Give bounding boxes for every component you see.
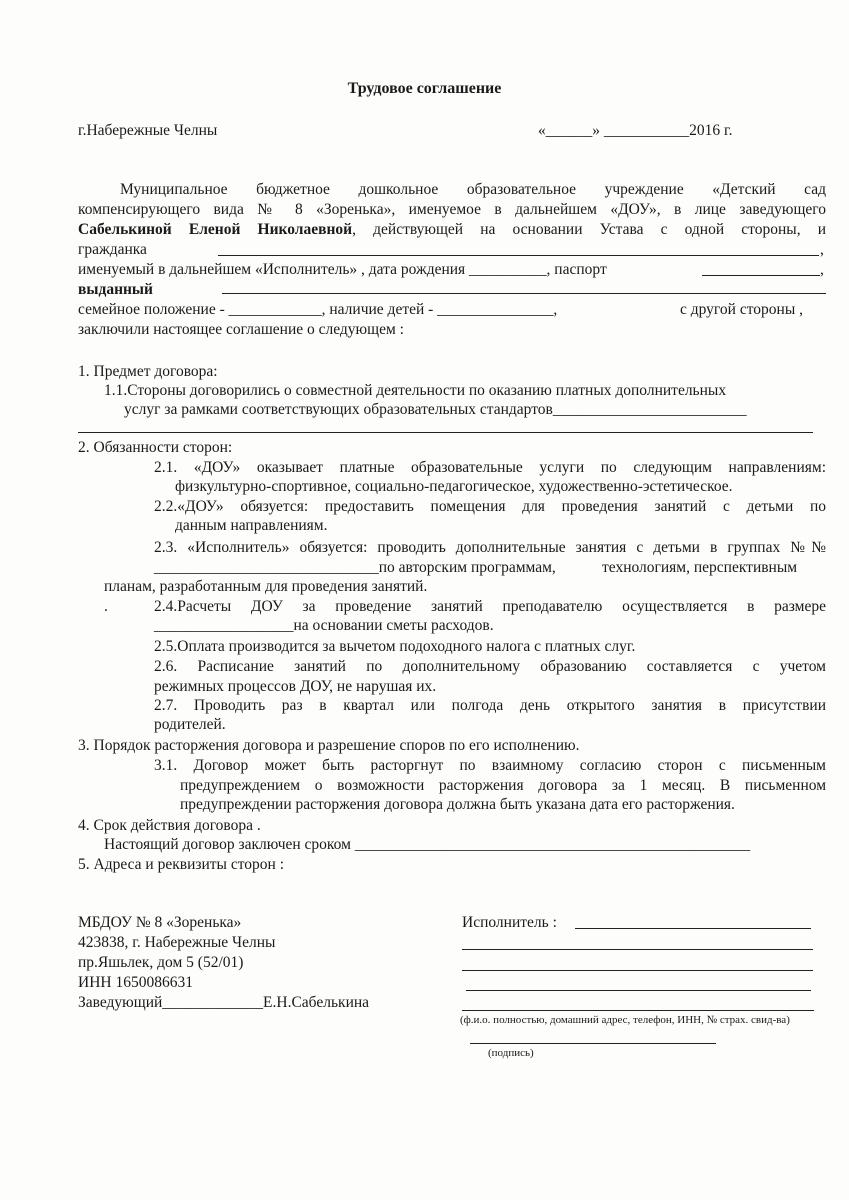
section-1-1-line-2: услуг за рамками соответствующих образовательных стандартов_________________________ bbox=[124, 401, 747, 418]
issued-label: выданный bbox=[78, 281, 153, 298]
intro-line-3-rest: , действующей на основании Устава с одной стороны, и bbox=[352, 221, 827, 238]
section-4-heading: 4. Срок действия договора . bbox=[78, 817, 261, 834]
family-children-line: семейное положение - ____________, наличие детей - _______________, bbox=[78, 301, 558, 318]
issued-by-field[interactable] bbox=[222, 293, 826, 294]
section-2-5: 2.5.Оплата производится за вычетом подоходного налога с платных слуг. bbox=[154, 638, 636, 655]
other-party-label: с другой стороны , bbox=[680, 301, 803, 318]
intro-line-1: Муниципальное бюджетное дошкольное образовательное учреждение «Детский сад bbox=[120, 181, 826, 198]
executor-field-line-5[interactable] bbox=[462, 1010, 814, 1011]
passport-comma: , bbox=[820, 261, 824, 278]
section-1-heading: 1. Предмет договора: bbox=[78, 363, 218, 380]
section-4-text: Настоящий договор заключен сроком ___________________________________________________ bbox=[104, 836, 751, 853]
section-2-3-line-3: планам, разработанным для проведения занятий. bbox=[104, 578, 428, 595]
section-2-7-line-2: родителей. bbox=[154, 716, 226, 733]
section-2-2-line-2: данным направлениям. bbox=[175, 517, 328, 534]
section-2-3-line-1: 2.3. «Исполнитель» обязуется: проводить дополнительные занятия с детьми в группах №№ bbox=[154, 539, 826, 556]
section-2-1-line-2: физкультурно-спортивное, социально-педагогическое, художественно-эстетическое. bbox=[175, 478, 733, 495]
section-2-6-line-1: 2.6. Расписание занятий по дополнительному образованию составляется с учетом bbox=[154, 658, 826, 675]
signature-line[interactable] bbox=[470, 1043, 716, 1044]
left-party-signer: Заведующий_____________Е.Н.Сабелькина bbox=[78, 994, 370, 1011]
passport-field[interactable] bbox=[702, 275, 820, 276]
executor-name-field[interactable] bbox=[575, 928, 811, 929]
section-3-heading: 3. Порядок расторжения договора и разрешение споров по его исполнению. bbox=[78, 737, 580, 754]
director-name: Сабелькиной Еленой Николаевной bbox=[78, 221, 353, 238]
left-party-name: МБДОУ № 8 «Зоренька» bbox=[78, 914, 242, 931]
intro-line-3 bbox=[78, 220, 826, 240]
section-2-3-line-2a: _____________________________по авторским программам, bbox=[154, 559, 556, 576]
section-2-heading: 2. Обязанности сторон: bbox=[78, 439, 233, 456]
section-5-heading: 5. Адреса и реквизиты сторон : bbox=[78, 856, 285, 873]
left-party-inn: ИНН 1650086631 bbox=[78, 974, 193, 991]
section-2-4-line-1: 2.4.Расчеты ДОУ за проведение занятий преподавателю осуществляется в размере bbox=[154, 598, 826, 615]
executor-field-line-3[interactable] bbox=[462, 970, 813, 971]
executor-field-line-2[interactable] bbox=[462, 949, 813, 950]
citizen-name-field[interactable] bbox=[218, 255, 819, 256]
left-party-address-1: 423838, г. Набережные Челны bbox=[78, 934, 276, 951]
signature-hint: (подпись) bbox=[488, 1047, 534, 1059]
document-title: Трудовое соглашение bbox=[347, 80, 502, 97]
section-1-blank-line[interactable] bbox=[78, 432, 813, 433]
section-3-1-line-2: предупреждением о возможности расторжения договора за 1 месяц. В письменном bbox=[180, 777, 826, 794]
citizen-comma: , bbox=[820, 241, 824, 258]
left-party-address-2: пр.Яшьлек, дом 5 (52/01) bbox=[78, 954, 244, 971]
city: г.Набережные Челны bbox=[78, 122, 218, 139]
section-3-1-line-1: 3.1. Договор может быть расторгнут по взаимному согласию сторон с письменным bbox=[154, 757, 826, 774]
section-2-4-line-2: __________________на основании сметы расходов. bbox=[154, 617, 494, 634]
executor-hint: (ф.и.о. полностью, домашний адрес, телефон, ИНН, № страх. свид-ва) bbox=[460, 1014, 790, 1026]
citizen-label: гражданка bbox=[78, 241, 147, 258]
section-3-1-line-3: предупреждении расторжения договора должна быть указана дата его расторжения. bbox=[180, 796, 735, 813]
intro-line-8: заключили настоящее соглашение о следующем : bbox=[78, 321, 404, 338]
executor-field-line-4[interactable] bbox=[466, 990, 811, 991]
executor-label: Исполнитель : bbox=[462, 914, 557, 931]
section-2-6-line-2: режимных процессов ДОУ, не нарушая их. bbox=[154, 678, 437, 695]
section-1-1-line-1: 1.1.Стороны договорились о совместной деятельности по оказанию платных дополнительных bbox=[104, 382, 727, 399]
section-2-1-line-1: 2.1. «ДОУ» оказывает платные образовательные услуги по следующим направлениям: bbox=[154, 459, 826, 476]
contract-date: «______» ___________2016 г. bbox=[538, 122, 733, 139]
bullet-dot: . bbox=[104, 598, 108, 615]
section-2-2-line-1: 2.2.«ДОУ» обязуется: предоставить помещения для проведения занятий с детьми по bbox=[154, 498, 826, 515]
intro-line-2: компенсирующего вида № 8 «Зоренька», именуемое в дальнейшем «ДОУ», в лице заведующего bbox=[78, 201, 826, 218]
intro-line-5: именуемый в дальнейшем «Исполнитель» , дата рождения __________, паспорт bbox=[78, 261, 607, 278]
section-2-7-line-1: 2.7. Проводить раз в квартал или полгода день открытого занятия в присутствии bbox=[154, 697, 826, 714]
section-2-3-line-2b: технологиям, перспективным bbox=[602, 559, 798, 576]
